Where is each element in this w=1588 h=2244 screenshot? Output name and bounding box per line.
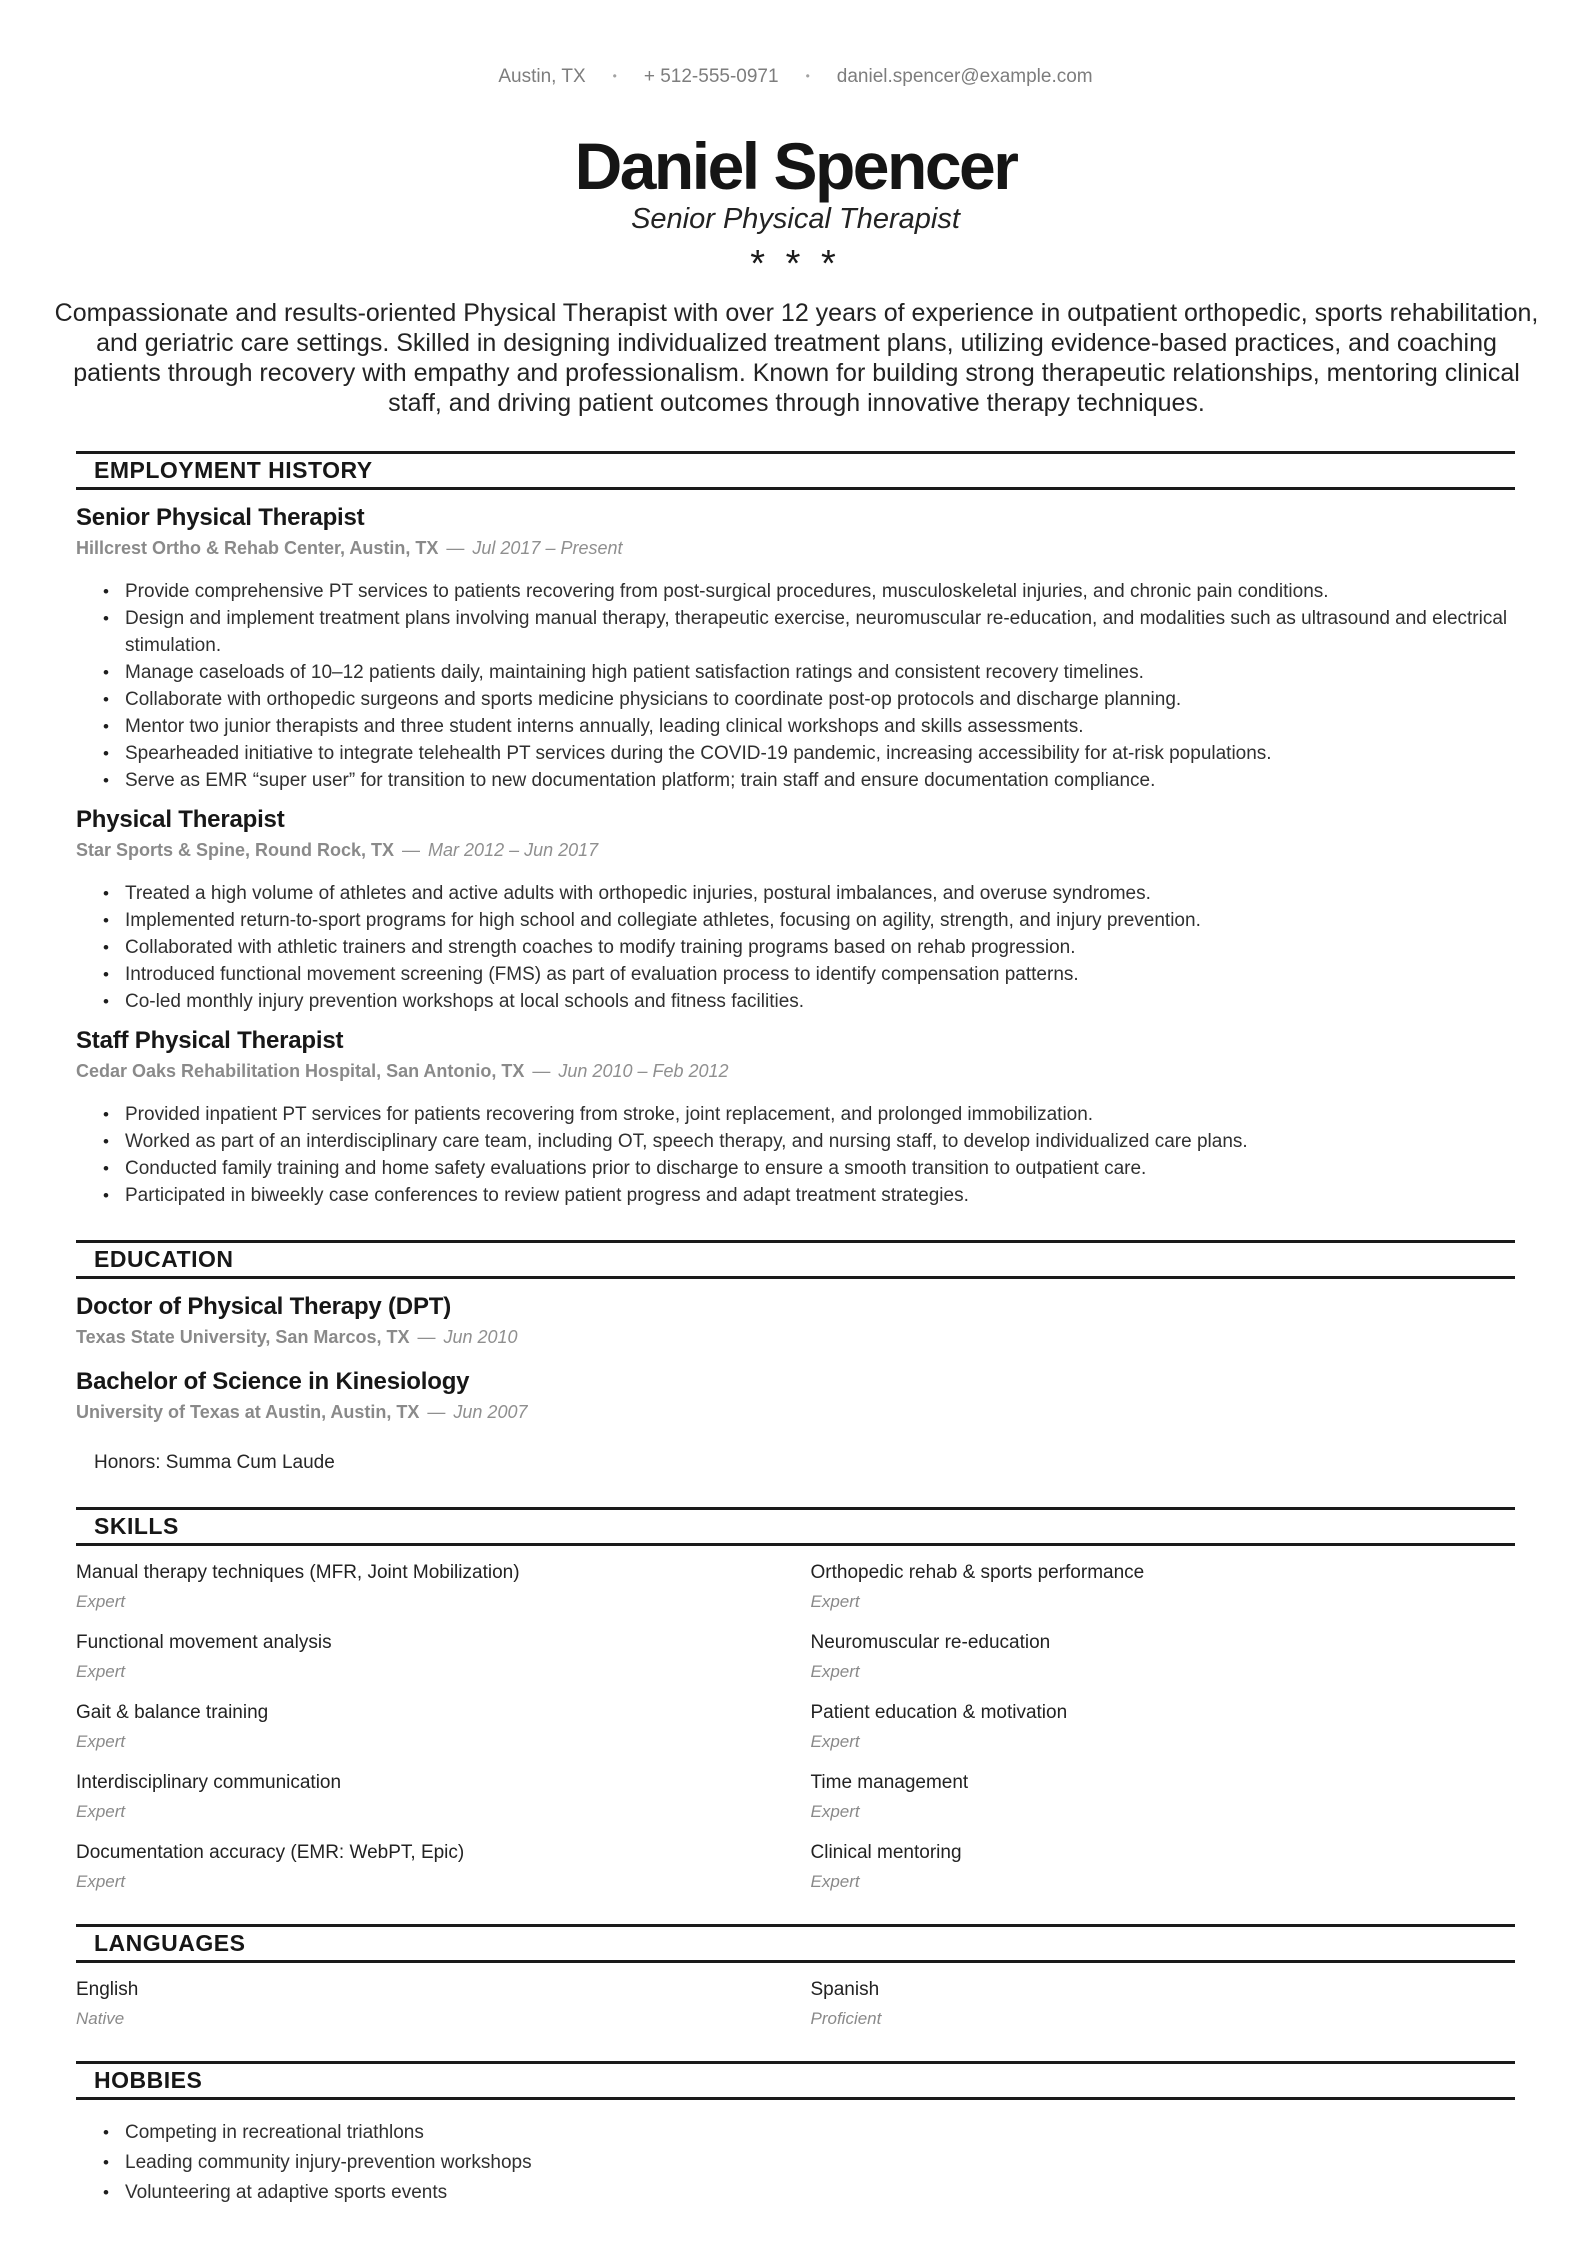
language-item (811, 1978, 1516, 2030)
job-dates: Jul 2017 – Present (472, 538, 623, 558)
skills-grid (76, 1561, 1515, 1893)
section-title-skills: SKILLS (94, 1513, 179, 1539)
bullet-icon: • (103, 771, 109, 790)
dash-separator: — (427, 1402, 446, 1422)
honors-note: Honors: Summa Cum Laude (94, 1452, 335, 1473)
education-entry (76, 1292, 1515, 1349)
degree-meta (76, 1325, 1515, 1349)
job-title: Physical Therapist (76, 806, 285, 833)
skill-name: Clinical mentoring (810, 1842, 962, 1863)
section-header (76, 2061, 1515, 2100)
bullet-item: • Participated in biweekly case conferences to review patient progress and adapt treatment strategies. (76, 1182, 1515, 1209)
bullet-item: • Provided inpatient PT services for patients recovering from stroke, joint replacement, and prolonged immobilization. (76, 1101, 1515, 1128)
skill-item (811, 1841, 1516, 1893)
skill-level: Expert (810, 1872, 860, 1891)
bullet-item: • Implemented return-to-sport programs for high school and collegiate athletes, focusing on agility, strength, and injury prevention. (76, 907, 1515, 934)
skill-level: Expert (810, 1732, 860, 1751)
degree-title: Doctor of Physical Therapy (DPT) (76, 1293, 451, 1320)
bullet-item: • Co-led monthly injury prevention workshops at local schools and fitness facilities. (76, 988, 1515, 1015)
bullet-icon: • (103, 609, 109, 628)
stars-divider-icon: * * * (750, 243, 841, 285)
dash-separator: — (446, 538, 465, 558)
skill-name: Functional movement analysis (76, 1632, 332, 1653)
bullet-list (76, 880, 1515, 1015)
skill-item (811, 1561, 1516, 1613)
language-name: Spanish (810, 1979, 880, 2000)
degree-title: Bachelor of Science in Kinesiology (76, 1368, 470, 1395)
job-company: Cedar Oaks Rehabilitation Hospital, San Antonio, TX (76, 1061, 525, 1081)
education-entry (76, 1367, 1515, 1424)
bullet-list (76, 578, 1515, 794)
job-dates: Jun 2010 – Feb 2012 (558, 1061, 729, 1081)
hobby-item: • Volunteering at adaptive sports events (76, 2178, 1515, 2208)
skill-level: Expert (76, 1592, 126, 1611)
skill-item (76, 1841, 781, 1893)
bullet-icon: • (103, 1105, 109, 1124)
bullet-item: • Collaborated with athletic trainers and strength coaches to modify training programs based on rehab progression. (76, 934, 1515, 961)
job-meta (76, 838, 1515, 862)
separator-dot-icon: • (805, 69, 810, 83)
skill-name: Patient education & motivation (810, 1702, 1068, 1723)
skill-item (76, 1771, 781, 1823)
bullet-icon: • (103, 2123, 109, 2142)
language-level: Native (76, 2009, 125, 2028)
skill-level: Expert (810, 1802, 860, 1821)
skill-name: Documentation accuracy (EMR: WebPT, Epic) (76, 1842, 465, 1863)
bullet-item: • Mentor two junior therapists and three student interns annually, leading clinical workshops and skills assessments. (76, 713, 1515, 740)
job-company: Star Sports & Spine, Round Rock, TX (76, 840, 395, 860)
section-header (76, 451, 1515, 490)
skill-name: Interdisciplinary communication (76, 1772, 342, 1793)
language-level: Proficient (810, 2009, 882, 2028)
skill-name: Gait & balance training (76, 1702, 269, 1723)
skill-item (76, 1631, 781, 1683)
skill-level: Expert (76, 1662, 126, 1681)
skill-level: Expert (76, 1732, 126, 1751)
skill-level: Expert (810, 1592, 860, 1611)
skill-name: Neuromuscular re-education (810, 1632, 1051, 1653)
bullet-item: • Introduced functional movement screening (FMS) as part of evaluation process to identify compensation patterns. (76, 961, 1515, 988)
section-skills (76, 1507, 1515, 1893)
section-title-education: EDUCATION (94, 1246, 234, 1272)
section-hobbies (76, 2061, 1515, 2208)
section-languages (76, 1924, 1515, 2030)
dash-separator: — (402, 840, 421, 860)
contact-phone: + 512-555-0971 (643, 66, 779, 87)
dash-separator: — (417, 1327, 436, 1347)
bullet-icon: • (103, 744, 109, 763)
bullet-icon: • (103, 911, 109, 930)
skill-level: Expert (76, 1872, 126, 1891)
section-header (76, 1240, 1515, 1279)
job-entry (76, 503, 1515, 794)
degree-dates: Jun 2010 (443, 1327, 518, 1347)
degree-dates: Jun 2007 (453, 1402, 528, 1422)
bullet-icon: • (103, 582, 109, 601)
languages-grid (76, 1978, 1515, 2030)
section-header (76, 1924, 1515, 1963)
skill-item (811, 1771, 1516, 1823)
bullet-icon: • (103, 938, 109, 957)
job-entry (76, 805, 1515, 1015)
job-title: Staff Physical Therapist (76, 1027, 344, 1054)
bullet-item: • Provide comprehensive PT services to patients recovering from post-surgical procedures, musculoskeletal injuries, and chronic pain conditions. (76, 578, 1515, 605)
job-meta (76, 536, 1515, 560)
bullet-icon: • (103, 992, 109, 1011)
skill-item (76, 1561, 781, 1613)
job-company: Hillcrest Ortho & Rehab Center, Austin, TX (76, 538, 439, 558)
degree-school: Texas State University, San Marcos, TX (76, 1327, 410, 1347)
bullet-item: • Collaborate with orthopedic surgeons and sports medicine physicians to coordinate post-op protocols and discharge planning. (76, 686, 1515, 713)
bullet-icon: • (103, 965, 109, 984)
bullet-item: • Design and implement treatment plans involving manual therapy, therapeutic exercise, neuromuscular re-education, and modalities such as ultrasound and electrical stimulation. (76, 605, 1515, 659)
skill-item (811, 1631, 1516, 1683)
candidate-name: Daniel Spencer (574, 129, 1017, 203)
bullet-item: • Worked as part of an interdisciplinary care team, including OT, speech therapy, and nursing staff, to develop individualized care plans. (76, 1128, 1515, 1155)
contact-email: daniel.spencer@example.com (836, 66, 1093, 87)
section-education (76, 1240, 1515, 1476)
bullet-item: • Serve as EMR “super user” for transition to new documentation platform; train staff and ensure documentation compliance. (76, 767, 1515, 794)
bullet-item: • Treated a high volume of athletes and active adults with orthopedic injuries, postural imbalances, and overuse syndromes. (76, 880, 1515, 907)
hobby-item: • Competing in recreational triathlons (76, 2118, 1515, 2148)
bullet-icon: • (103, 884, 109, 903)
job-dates: Mar 2012 – Jun 2017 (428, 840, 599, 860)
skill-item (811, 1701, 1516, 1753)
bullet-icon: • (103, 1159, 109, 1178)
profile-summary: Compassionate and results-oriented Physical Therapist with over 12 years of experience in outpatient orthopedic, sports rehabilitation, and geriatric care settings. Skilled in designing individualized treatment plans, utilizing evidence-based practices, and coaching patients through recovery with empathy and professionalism. Known for building strong therapeutic relationships, mentoring clinical staff, and driving patient outcomes through innovative therapy techniques. (54, 299, 1539, 417)
skill-name: Orthopedic rehab & sports performance (810, 1562, 1145, 1583)
bullet-item: • Manage caseloads of 10–12 patients daily, maintaining high patient satisfaction ratings and consistent recovery timelines. (76, 659, 1515, 686)
bullet-item: • Spearheaded initiative to integrate telehealth PT services during the COVID-19 pandemic, increasing accessibility for at-risk populations. (76, 740, 1515, 767)
dash-separator: — (532, 1061, 551, 1081)
bullet-icon: • (103, 1132, 109, 1151)
bullet-list (76, 1101, 1515, 1209)
job-entry (76, 1026, 1515, 1209)
bullet-icon: • (103, 690, 109, 709)
language-name: English (76, 1979, 139, 2000)
bullet-icon: • (103, 2153, 109, 2172)
hobbies-list (76, 2118, 1515, 2208)
skill-level: Expert (76, 1802, 126, 1821)
section-title-employment: EMPLOYMENT HISTORY (94, 457, 373, 483)
section-title-hobbies: HOBBIES (94, 2067, 203, 2093)
job-meta (76, 1059, 1515, 1083)
skill-level: Expert (810, 1662, 860, 1681)
section-employment (76, 451, 1515, 1209)
candidate-job-title: Senior Physical Therapist (631, 203, 960, 235)
bullet-icon: • (103, 717, 109, 736)
language-item (76, 1978, 781, 2030)
skill-name: Time management (810, 1772, 969, 1793)
bullet-item: • Conducted family training and home safety evaluations prior to discharge to ensure a smooth transition to outpatient care. (76, 1155, 1515, 1182)
degree-meta (76, 1400, 1515, 1424)
skill-item (76, 1701, 781, 1753)
bullet-icon: • (103, 2183, 109, 2202)
job-title: Senior Physical Therapist (76, 504, 365, 531)
degree-school: University of Texas at Austin, Austin, TX (76, 1402, 420, 1422)
bullet-icon: • (103, 1186, 109, 1205)
section-header (76, 1507, 1515, 1546)
contact-location: Austin, TX (498, 66, 586, 87)
bullet-icon: • (103, 663, 109, 682)
section-title-languages: LANGUAGES (94, 1930, 246, 1956)
hobby-item: • Leading community injury-prevention workshops (76, 2148, 1515, 2178)
separator-dot-icon: • (612, 69, 617, 83)
skill-name: Manual therapy techniques (MFR, Joint Mobilization) (76, 1562, 520, 1583)
contact-bar (76, 64, 1515, 89)
